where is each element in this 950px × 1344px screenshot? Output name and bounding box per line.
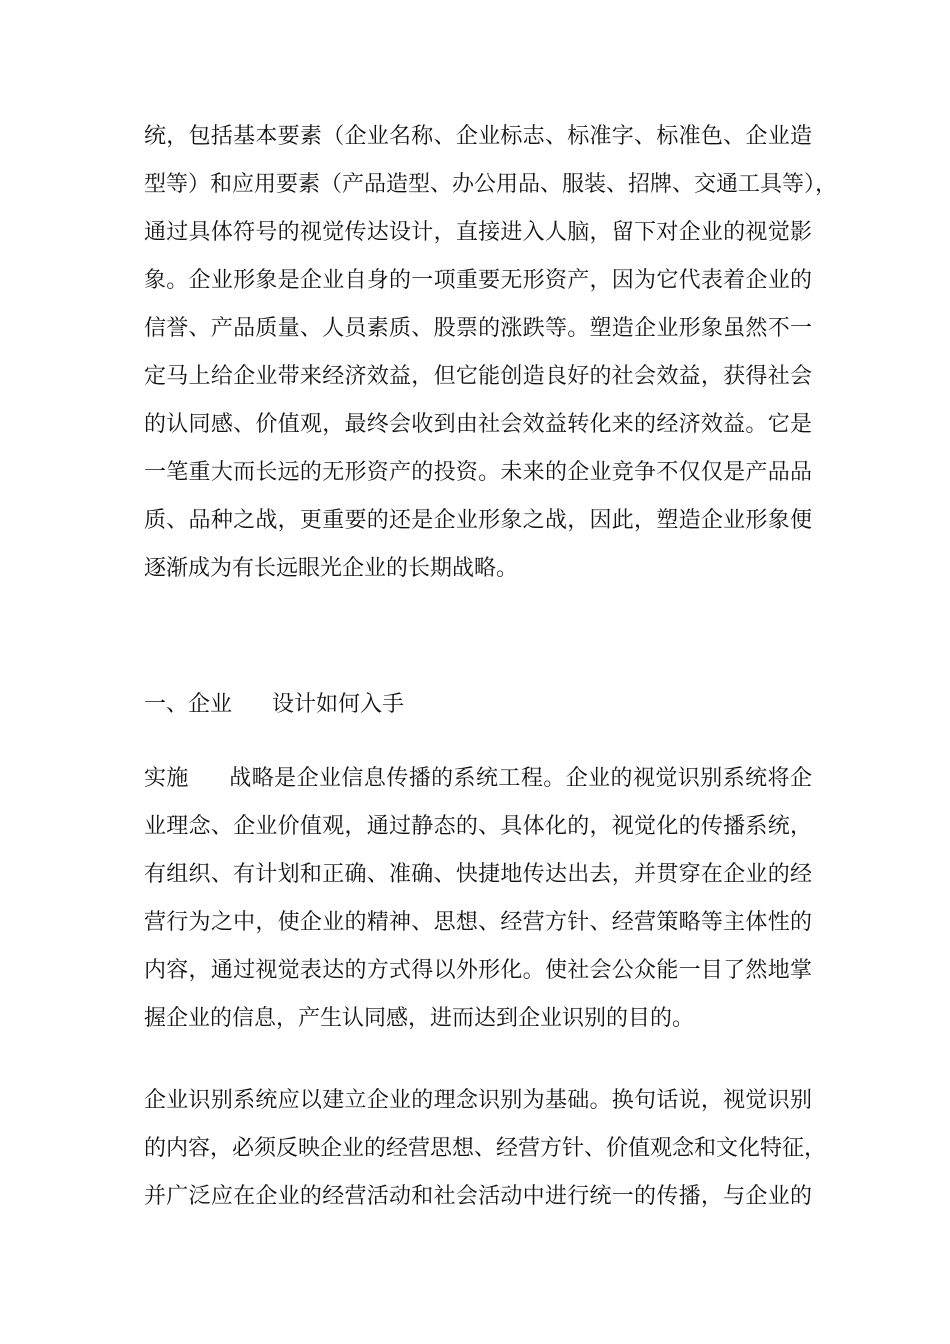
paragraph-line: 型等）和应用要素（产品造型、办公用品、服装、招牌、交通工具等）， xyxy=(144,172,838,197)
paragraph-line: 的内容，必须反映企业的经营思想、经营方针、价值观念和文化特征， xyxy=(144,1136,827,1161)
paragraph-line: 定马上给企业带来经济效益，但它能创造良好的社会效益，获得社会 xyxy=(144,364,812,389)
paragraph-line: 象。企业形象是企业自身的一项重要无形资产，因为它代表着企业的 xyxy=(144,268,812,293)
paragraph-line: 并广泛应在企业的经营活动和社会活动中进行统一的传播，与企业的 xyxy=(144,1184,812,1209)
paragraph-line: 一笔重大而长远的无形资产的投资。未来的企业竞争不仅仅是产品品 xyxy=(144,460,812,485)
paragraph-2 xyxy=(144,755,812,1043)
section-heading-line xyxy=(144,681,812,729)
paragraph-line: 统，包括基本要素（企业名称、企业标志、标准字、标准色、企业造 xyxy=(144,124,812,149)
paragraph-line: 企业识别系统应以建立企业的理念识别为基础。换句话说，视觉识别 xyxy=(144,1088,812,1113)
paragraph-line: 内容，通过视觉表达的方式得以外形化。使社会公众能一目了然地掌 xyxy=(144,958,812,983)
paragraph-line: 业理念、企业价值观，通过静态的、具体化的，视觉化的传播系统， xyxy=(144,814,812,839)
section-heading xyxy=(144,681,812,729)
paragraph-line: 信誉、产品质量、人员素质、股票的涨跌等。塑造企业形象虽然不一 xyxy=(144,316,812,341)
paragraph-3 xyxy=(144,1077,827,1221)
paragraph-line: 逐渐成为有长远眼光企业的长期战略。 xyxy=(144,556,519,581)
paragraph-2-lead-b: 战略是企业信息传播的系统工程。企业的视觉识别系统将企 xyxy=(228,766,812,791)
heading-part-a: 一、企业 xyxy=(144,692,233,717)
paragraph-line: 质、品种之战，更重要的还是企业形象之战，因此，塑造企业形象便 xyxy=(144,508,812,533)
paragraph-2-lead-a: 实施 xyxy=(144,766,189,791)
paragraph-first-line xyxy=(144,755,812,803)
paragraph-line: 有组织、有计划和正确、准确、快捷地传达出去，并贯穿在企业的经 xyxy=(144,862,812,887)
paragraph-line: 的认同感、价值观，最终会收到由社会效益转化来的经济效益。它是 xyxy=(144,412,812,437)
paragraph-line: 通过具体符号的视觉传达设计，直接进入人脑，留下对企业的视觉影 xyxy=(144,220,812,245)
paragraph-line: 握企业的信息，产生认同感，进而达到企业识别的目的。 xyxy=(144,1006,695,1031)
heading-part-b: 设计如何入手 xyxy=(272,692,405,717)
paragraph-1 xyxy=(144,113,838,593)
paragraph-line: 营行为之中，使企业的精神、思想、经营方针、经营策略等主体性的 xyxy=(144,910,812,935)
